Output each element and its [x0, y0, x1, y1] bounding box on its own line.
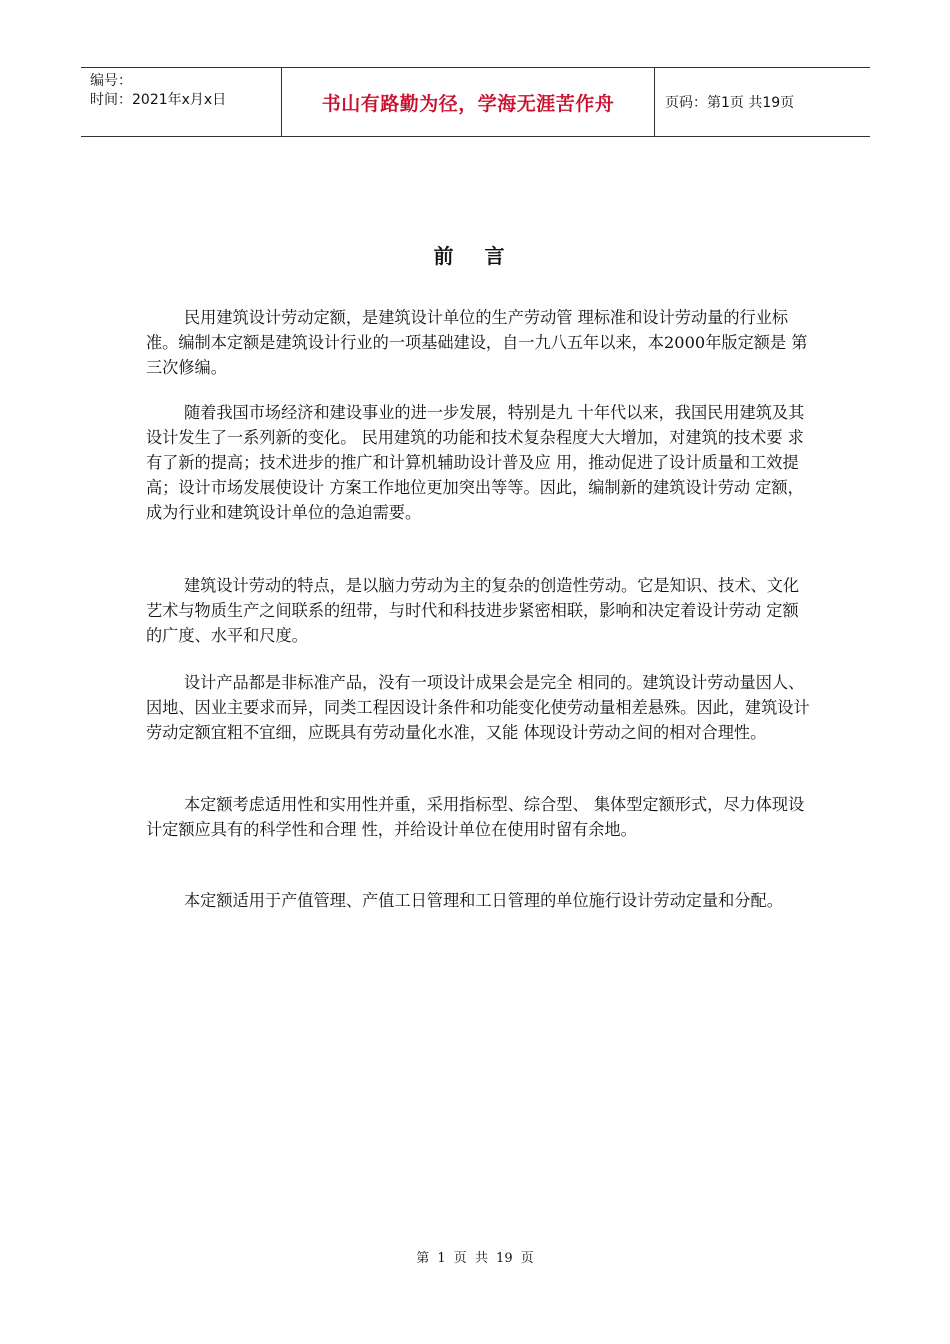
- header-page-info: 页码：第1页 共19页: [665, 95, 795, 111]
- page-header: [81, 67, 870, 137]
- header-meta: [81, 68, 281, 136]
- document-title: 前 言: [433, 244, 517, 268]
- paragraph-5: 本定额考虑适用性和实用性并重，采用指标型、综合型、 集体型定额形式，尽力体现设计定额应具有的科学性和合理 性，并给设计单位在使用时留有余地。: [146, 795, 805, 839]
- header-motto: 书山有路勤为径，学海无涯苦作舟: [281, 68, 655, 136]
- paragraph-2: 随着我国市场经济和建设事业的进一步发展，特别是九 十年代以来，我国民用建筑及其设计发生了一系列新的变化。 民用建筑的功能和技术复杂程度大大增加，对建筑的技术要 求有了新的提高；技术进步的推广和计算机辅助设计普及应 用，推动促进了设计质量和工效提高；设计市场发展使设计 方案工作地位更加突出等等。因此，编制新的建筑设计劳动 定额，成为行业和建筑设计单位的急迫需要。: [146, 403, 805, 522]
- document-time-label: 时间：2021年x月x日: [90, 92, 227, 108]
- page-footer: 第 1 页 共 19 页: [416, 1251, 534, 1266]
- document-number-label: 编号：: [90, 73, 132, 89]
- paragraph-6: 本定额适用于产值管理、产值工日管理和工日管理的单位施行设计劳动定量和分配。: [184, 891, 783, 910]
- paragraph-3: 建筑设计劳动的特点，是以脑力劳动为主的复杂的创造性劳动。它是知识、技术、文化艺术与物质生产之间联系的纽带，与时代和科技进步紧密相联，影响和决定着设计劳动 定额的广度、水平和尺度。: [146, 576, 800, 645]
- paragraph-1: 民用建筑设计劳动定额，是建筑设计单位的生产劳动管 理标准和设计劳动量的行业标准。编制本定额是建筑设计行业的一项基础建设，自一九八五年以来，本2000年版定额是 第三次修编。: [146, 308, 808, 377]
- paragraph-4: 设计产品都是非标准产品，没有一项设计成果会是完全 相同的。建筑设计劳动量因人、因地、因业主要求而异，同类工程因设计条件和功能变化使劳动量相差悬殊。因此，建筑设计劳动定额宜粗不宜细，应既具有劳动量化水准，又能 体现设计劳动之间的相对合理性。: [146, 673, 810, 742]
